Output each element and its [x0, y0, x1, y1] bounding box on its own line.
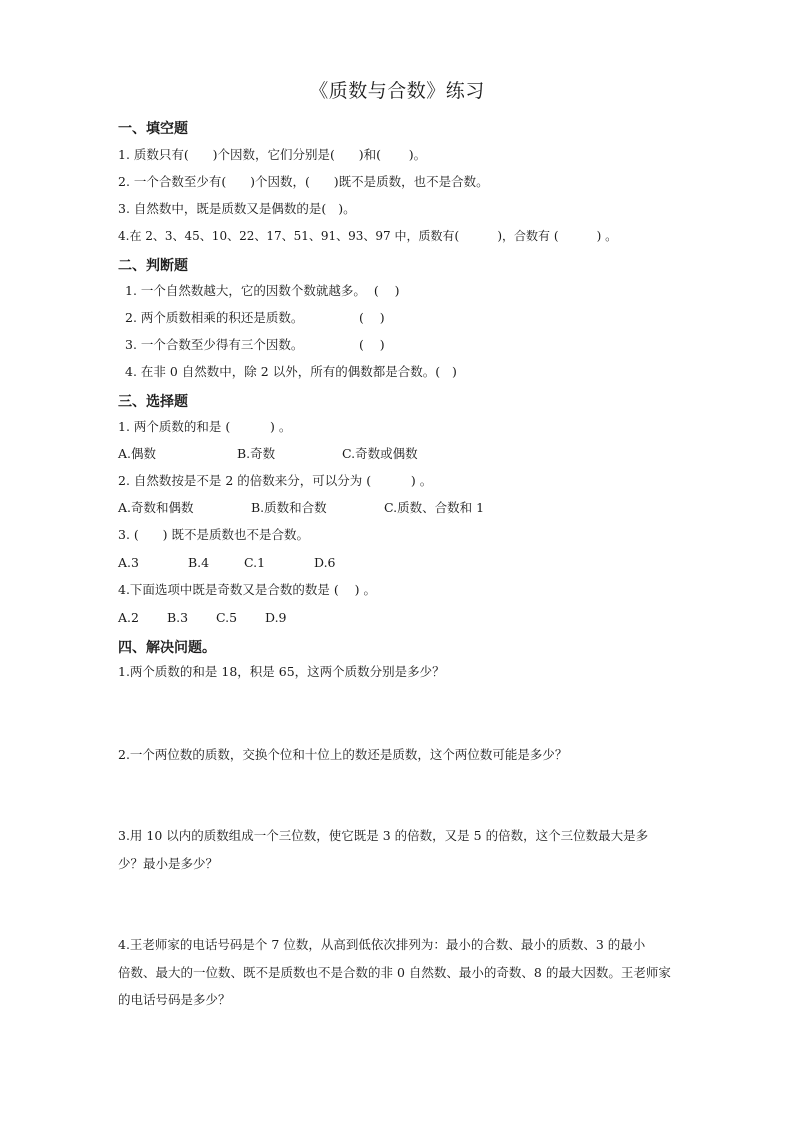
choice-3-option-b: B.4: [188, 555, 210, 570]
choice-3-option-a: A.3: [118, 555, 139, 570]
true-false-question-3: 3. 一个合数至少得有三个因数。 ( ): [125, 337, 385, 352]
choice-1-option-a: A.偶数: [118, 446, 157, 461]
word-problem-2: 2.一个两位数的质数，交换个位和十位上的数还是质数，这个两位数可能是多少？: [118, 747, 568, 762]
choice-question-2: 2. 自然数按是不是 2 的倍数来分，可以分为 ( ) 。: [118, 473, 433, 488]
section-heading-true-false: 二、判断题: [118, 258, 188, 274]
choice-question-1: 1. 两个质数的和是 ( ) 。: [118, 419, 292, 434]
true-false-question-1: 1. 一个自然数越大，它的因数个数就越多。 ( ): [125, 283, 400, 298]
choice-1-option-c: C.奇数或偶数: [342, 446, 418, 461]
fill-blank-question-1: 1. 质数只有( )个因数，它们分别是( )和( )。: [118, 147, 427, 162]
word-problem-4-line-2: 倍数、最大的一位数、既不是质数也不是合数的非 0 自然数、最小的奇数、8 的最大因数。王老师家: [118, 965, 671, 980]
section-heading-fill-blank: 一、填空题: [118, 121, 188, 137]
true-false-question-2: 2. 两个质数相乘的积还是质数。 ( ): [125, 310, 385, 325]
fill-blank-question-3: 3. 自然数中，既是质数又是偶数的是( )。: [118, 201, 356, 216]
choice-4-option-c: C.5: [216, 610, 238, 625]
choice-2-option-b: B.质数和合数: [251, 500, 327, 515]
page-title: 《质数与合数》练习: [309, 80, 485, 102]
choice-question-3: 3. ( ) 既不是质数也不是合数。: [118, 527, 309, 542]
fill-blank-question-4: 4.在 2、3、45、10、22、17、51、91、93、97 中，质数有( )，合数有 ( ) 。: [118, 229, 618, 243]
fill-blank-question-2: 2. 一个合数至少有( )个因数，( )既不是质数，也不是合数。: [118, 174, 489, 189]
choice-3-option-d: D.6: [314, 555, 336, 570]
choice-4-option-b: B.3: [167, 610, 189, 625]
true-false-question-4: 4. 在非 0 自然数中，除 2 以外，所有的偶数都是合数。( ): [125, 364, 457, 379]
word-problem-1: 1.两个质数的和是 18，积是 65，这两个质数分别是多少？: [118, 664, 445, 679]
word-problem-3-line-1: 3.用 10 以内的质数组成一个三位数，使它既是 3 的倍数，又是 5 的倍数，这个三位数最大是多: [118, 828, 649, 843]
word-problem-3-line-2: 少？最小是多少？: [118, 856, 219, 871]
choice-question-4: 4.下面选项中既是奇数又是合数的数是 ( ) 。: [118, 582, 377, 597]
choice-2-option-c: C.质数、合数和 1: [384, 500, 485, 515]
choice-4-option-d: D.9: [265, 610, 287, 625]
choice-4-option-a: A.2: [118, 610, 139, 625]
choice-2-option-a: A.奇数和偶数: [118, 500, 194, 515]
word-problem-4-line-3: 的电话号码是多少？: [118, 992, 231, 1007]
choice-3-option-c: C.1: [244, 555, 266, 570]
word-problem-4-line-1: 4.王老师家的电话号码是个 7 位数，从高到低依次排列为：最小的合数、最小的质数、3 的最小: [118, 937, 646, 952]
choice-1-option-b: B.奇数: [237, 446, 276, 461]
section-heading-multiple-choice: 三、选择题: [118, 394, 188, 410]
section-heading-word-problems: 四、解决问题。: [118, 640, 216, 656]
